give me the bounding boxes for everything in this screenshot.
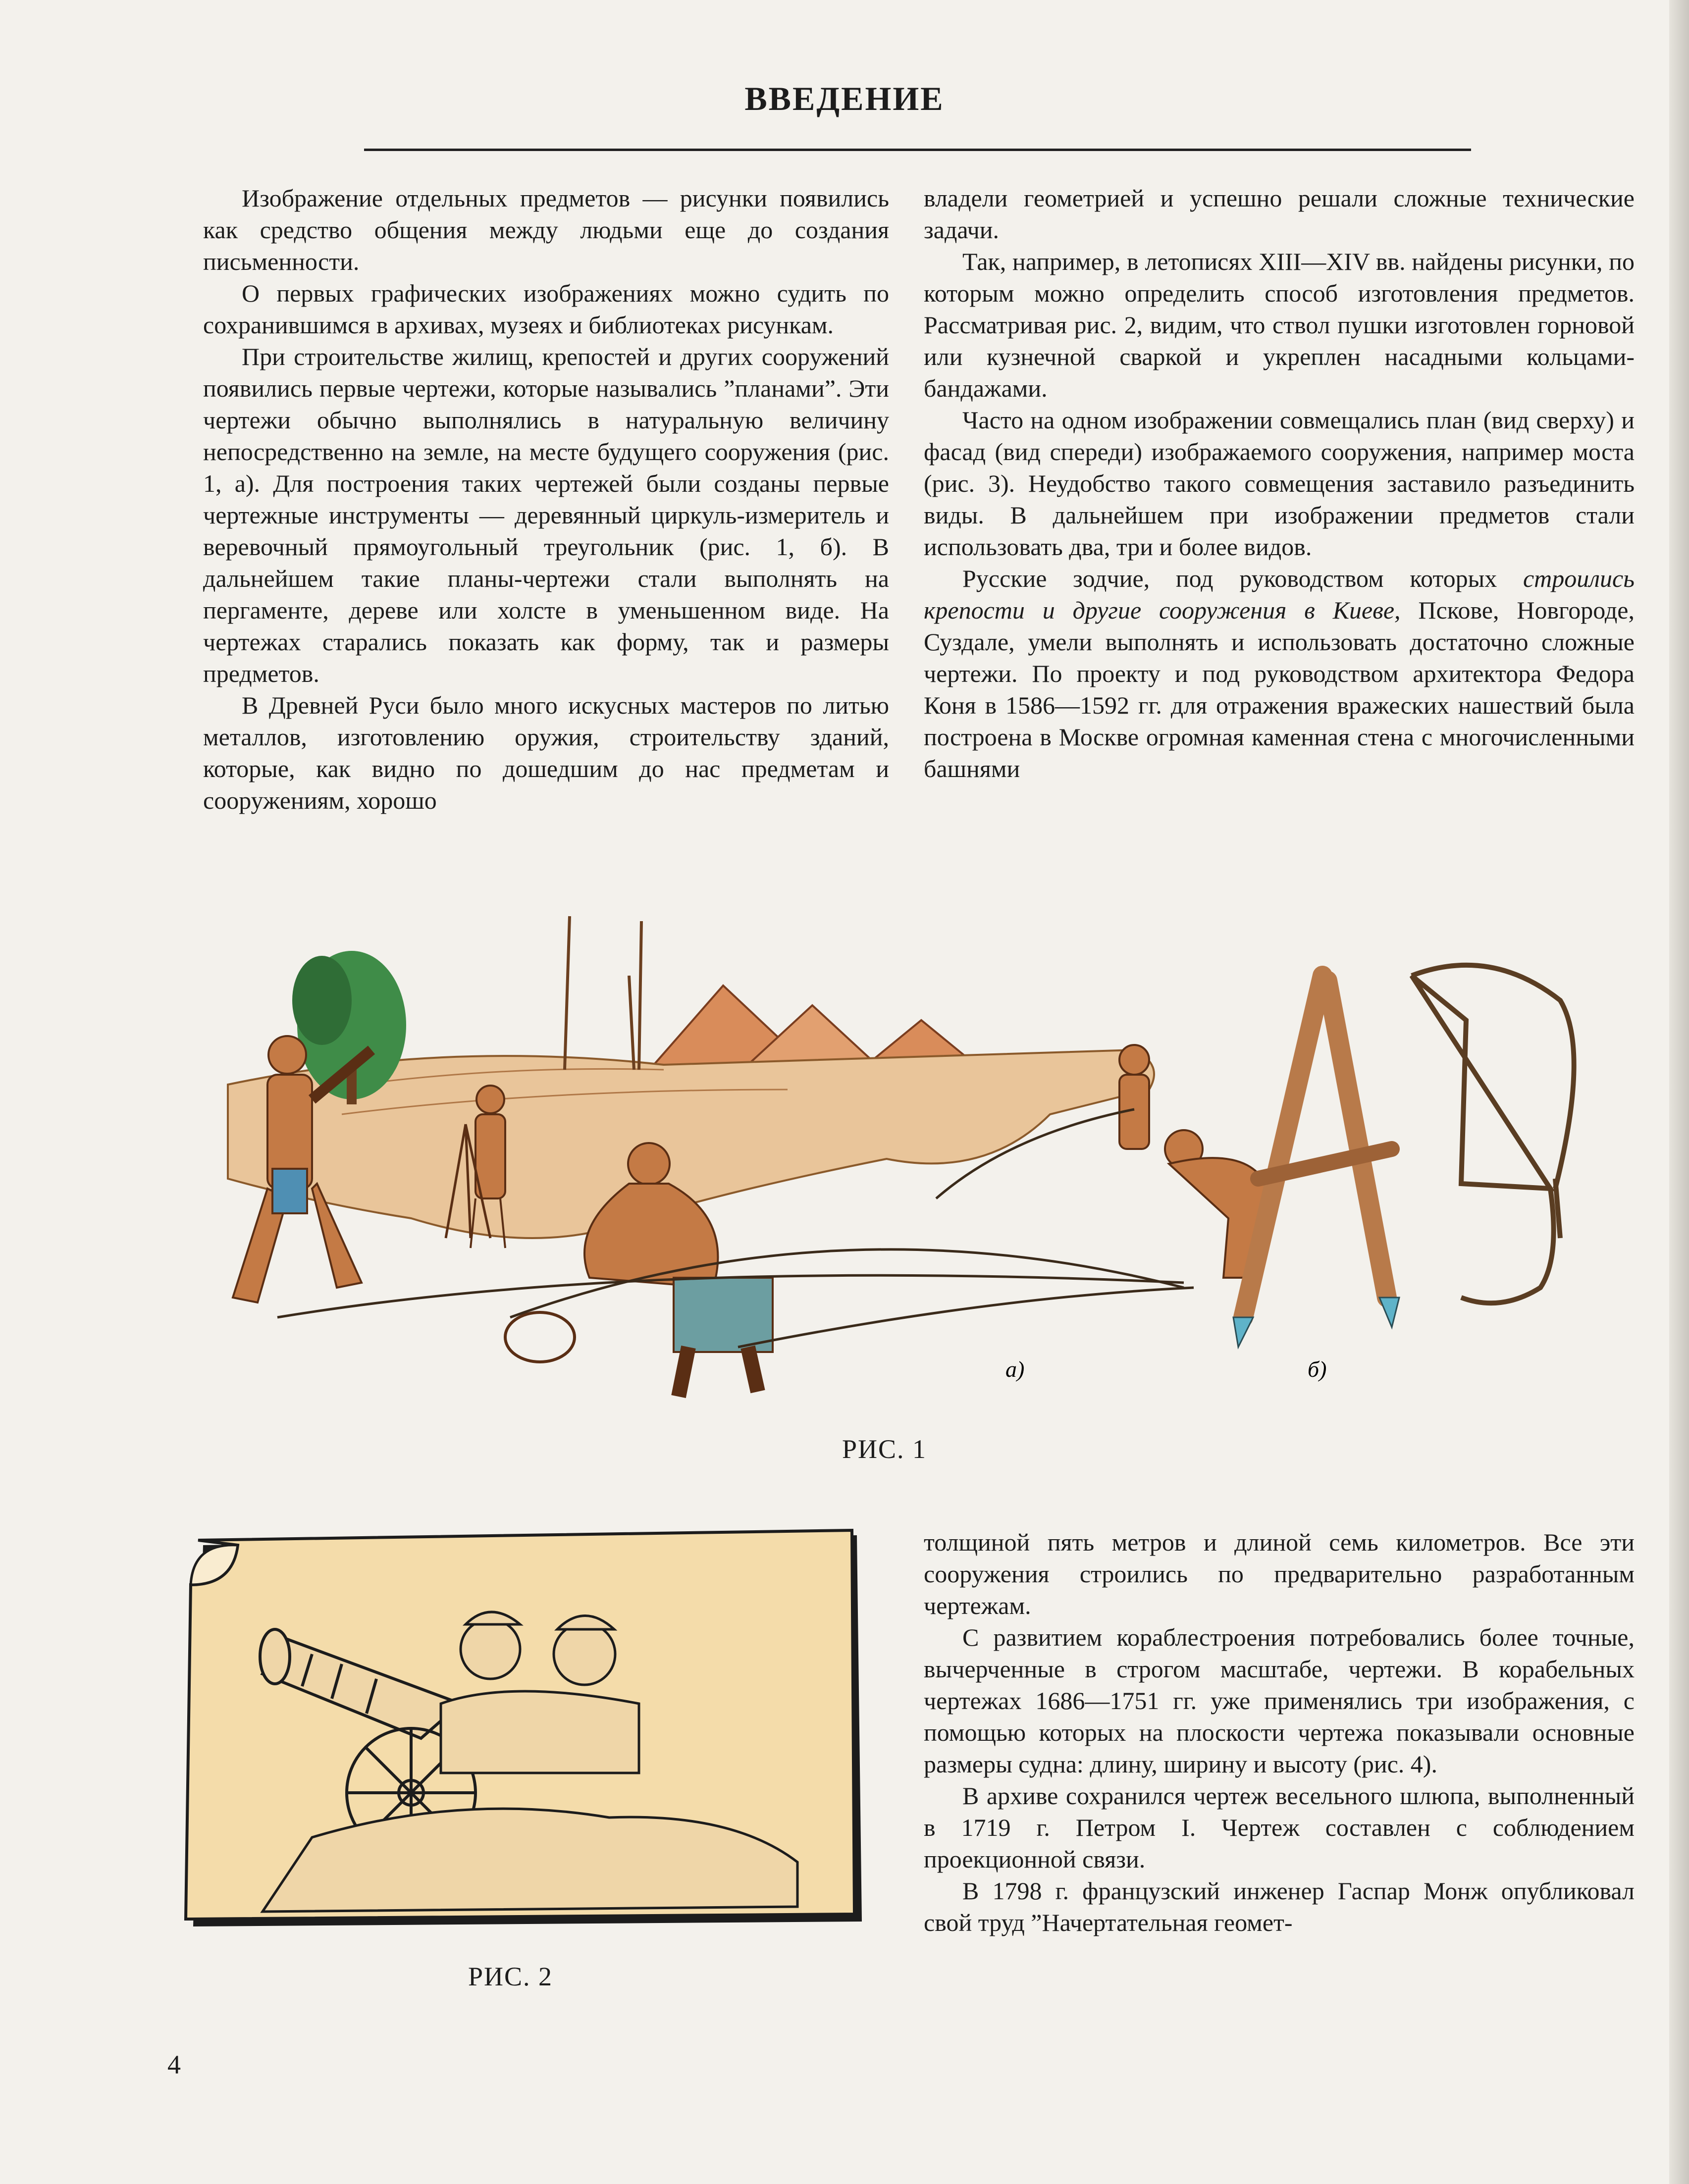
figure-1-caption: РИС. 1 [842, 1434, 927, 1464]
palms-drawing [565, 916, 641, 1070]
paragraph [924, 563, 1635, 784]
paragraph: С развитием кораблестроения потребовались более точные, вычерченные в строгом масштабе, чертежи. В корабельных чертежах 1686—1751 гг. уже применялись три изображения, с помощью которых на плоскости чертежа показывали основные размеры судна: длину, ширину и высоту (рис. 4). [924, 1623, 1635, 1778]
figure-1-label-b: б) [1308, 1356, 1327, 1382]
heading-rule [364, 149, 1471, 151]
wooden-compass-drawing [1233, 976, 1399, 1347]
figure-1-label-a: а) [1005, 1356, 1025, 1382]
text-run: Русские зодчие, под руководством которых [962, 565, 1523, 592]
book-spine-shadow [1669, 0, 1689, 2184]
paragraph: В архиве сохранился чертеж весельного шлюпа, выполненный в 1719 г. Петром I. Чертеж составлен с соблюдением проекционной связи. [924, 1782, 1635, 1873]
paragraph: В 1798 г. французский инженер Гаспар Монж опубликовал свой труд ”Начертательная геомет- [924, 1877, 1635, 1936]
right-column-top [924, 182, 1635, 784]
text-run: Пскове, Новгороде, Суздале, умели выполнять и использовать достаточно сложные чертежи. По проекту и под руководством архитектора Федора Коня в 1586—1592 гг. для отражения вражеских нашествий была построена в Москве огромная каменная стена с многочисленными башнями [924, 596, 1635, 782]
figure-2-illustration [163, 1515, 877, 1941]
page-number: 4 [167, 2050, 181, 2080]
figure-1-illustration [193, 901, 1630, 1406]
figure-2-caption: РИС. 2 [468, 1962, 553, 1991]
paragraph: О первых графических изображениях можно судить по сохранившимся в архивах, музеях и библиотеках рисункам. [203, 279, 889, 339]
page-heading: ВВЕДЕНИЕ [744, 80, 945, 117]
paragraph: В Древней Руси было много искусных мастеров по литью металлов, изготовлению оружия, строительству зданий, которые, как видно по дошедшим до нас предметам и сооружениям, хорошо [203, 691, 889, 814]
rope-triangle-drawing [1412, 965, 1574, 1303]
paragraph-continuation: владели геометрией и успешно решали сложные технические задачи. [924, 184, 1635, 244]
paragraph-continuation: толщиной пять метров и длиной семь километров. Все эти сооружения строились по предварительно разработанным чертежам. [924, 1528, 1635, 1619]
right-column-bottom [924, 1526, 1635, 1938]
pyramids-drawing [654, 986, 976, 1065]
paragraph: Так, например, в летописях XIII—XIV вв. найдены рисунки, по которым можно определить способ изготовления предметов. Рассматривая рис. 2, видим, что ствол пушки изготовлен горновой или кузнечной сваркой и укреплен насадными кольцами-бандажами. [924, 248, 1635, 402]
left-column-top [203, 182, 889, 816]
paragraph: При строительстве жилищ, крепостей и других сооружений появились первые чертежи, которые назывались ”планами”. Эти чертежи обычно выполнялись в натуральную величину непосредственно на земле, на месте будущего сооружения (рис. 1, а). Для построения таких чертежей были созданы первые чертежные инструменты — деревянный циркуль-измеритель и веревочный прямоугольный треугольник (рис. 1, б). В дальнейшем такие планы-чертежи стали выполнять на пергаменте, дереве или холсте в уменьшенном виде. На чертежах старались показать как форму, так и размеры предметов. [203, 343, 889, 687]
paragraph: Изображение отдельных предметов — рисунки появились как средство общения между людьми еще до создания письменности. [203, 184, 889, 275]
paragraph: Часто на одном изображении совмещались план (вид сверху) и фасад (вид спереди) изображаемого сооружения, например моста (рис. 3). Неудобство такого совмещения заставило разъединить виды. В дальнейшем при изображении предметов стали использовать два, три и более видов. [924, 406, 1635, 561]
italic-run: строились крепости и другие сооружения в Киеве, [924, 565, 1635, 624]
